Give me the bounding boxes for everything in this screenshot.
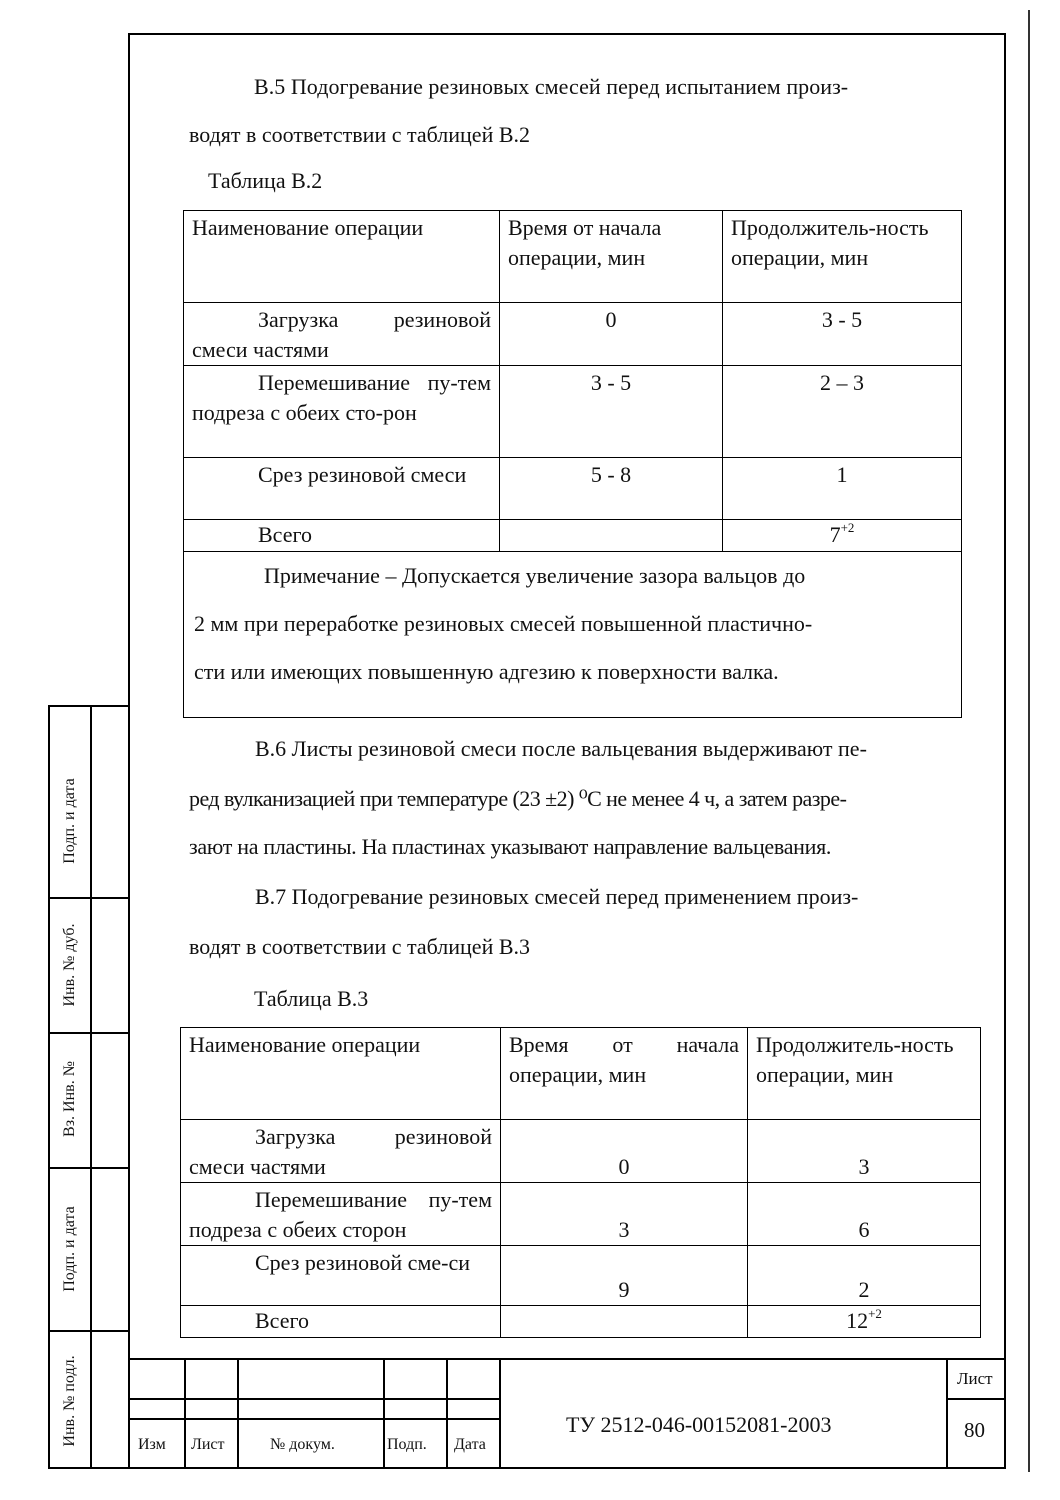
side-label-inv-dub: Инв. № дуб.: [61, 923, 78, 1007]
note-line3: сти или имеющих повышенную адгезию к поверхности валка.: [194, 659, 779, 684]
table-b2: [183, 210, 962, 718]
table-row: [181, 1120, 981, 1183]
table-b3-row3-name: Срез резиновой сме-си: [181, 1246, 501, 1306]
table-row: [184, 458, 962, 520]
stamp-col-podp: Подп.: [387, 1436, 427, 1453]
side-label-inv-podl: Инв. № подл.: [61, 1355, 78, 1447]
table-b3-total-cell: [748, 1306, 981, 1338]
table-b3-row1-start: 0: [501, 1120, 748, 1183]
section-b6-line1: В.6 Листы резиновой смеси после вальцевания выдерживают пе-: [255, 736, 867, 761]
table-b2-row2-name: Перемешивание пу-тем подреза с обеих сто-рон: [184, 366, 500, 458]
table-b2-row2-start: 3 - 5: [500, 366, 723, 458]
table-b2-total-empty: [500, 520, 723, 552]
table-b2-total-label: Всего: [184, 520, 500, 552]
table-b3-row2-duration: 6: [748, 1183, 981, 1246]
table-row: [184, 366, 962, 458]
side-label-sign-date-1: Подп. и дата: [61, 778, 78, 864]
sheet-number: 80: [964, 1418, 985, 1442]
table-b3-header-duration: Продолжитель-ность операции, мин: [748, 1028, 981, 1120]
table-b2-row1-start: 0: [500, 303, 723, 366]
table-b3-row1-name: Загрузка резиновой смеси частями: [181, 1120, 501, 1183]
table-b2-caption: Таблица В.2: [208, 168, 323, 193]
note-line2: 2 мм при переработке резиновых смесей повышенной пластично-: [194, 611, 813, 636]
section-b5-line1: В.5 Подогревание резиновых смесей перед испытанием произ-: [254, 74, 849, 99]
table-b2-row3-duration: 1: [723, 458, 962, 520]
table-b2-header-start: Время от начала операции, мин: [500, 211, 723, 303]
table-b3-total-sup: +2: [868, 1306, 882, 1321]
sheet-label: Лист: [957, 1369, 993, 1388]
table-b2-row3-start: 5 - 8: [500, 458, 723, 520]
side-label-vz-inv: Вз. Инв. №: [61, 1061, 78, 1137]
table-b3-row1-duration: 3: [748, 1120, 981, 1183]
doc-code: ТУ 2512-046-00152081-2003: [566, 1412, 832, 1437]
table-b3-header-name: Наименование операции: [181, 1028, 501, 1120]
table-b2-row1-duration: 3 - 5: [723, 303, 962, 366]
table-b3-total-value: 12: [846, 1308, 869, 1333]
table-row: [184, 520, 962, 552]
table-b3-caption: Таблица В.3: [254, 986, 369, 1011]
table-row: [181, 1183, 981, 1246]
table-b3-total-label: Всего: [181, 1306, 501, 1338]
table-b3-row3-duration: 2: [748, 1246, 981, 1306]
table-b2-row3-name: Срез резиновой смеси: [184, 458, 500, 520]
section-b5-line2: водят в соответствии с таблицей В.2: [189, 122, 531, 147]
table-b3-total-empty: [501, 1306, 748, 1338]
table-row: [184, 303, 962, 366]
table-b3-header-start: Время от начала операции, мин: [501, 1028, 748, 1120]
table-b3: [180, 1027, 981, 1338]
stamp-col-izm: Изм: [138, 1436, 166, 1453]
stamp-col-date: Дата: [454, 1436, 486, 1453]
table-b2-total-cell: [723, 520, 962, 552]
section-b6-line3: зают на пластины. На пластинах указывают направление вальцевания.: [189, 834, 832, 859]
table-row: [181, 1246, 981, 1306]
table-b2-total-sup: +2: [840, 520, 855, 535]
side-label-sign-date-2: Подп. и дата: [61, 1206, 78, 1292]
table-b3-row3-start: 9: [501, 1246, 748, 1306]
table-b2-note: [184, 552, 962, 718]
table-b2-row2-duration: 2 – 3: [723, 366, 962, 458]
table-row: [181, 1306, 981, 1338]
table-b2-row1-name: Загрузка резиновой смеси частями: [184, 303, 500, 366]
table-b2-total-value: 7: [829, 522, 841, 547]
table-b3-row2-name: Перемешивание пу-тем подреза с обеих сторон: [181, 1183, 501, 1246]
section-b6-line2: ред вулканизацией при температуре (23 ±2) ⁰С не менее 4 ч, а затем разре-: [189, 786, 847, 811]
stamp-col-list: Лист: [191, 1436, 225, 1453]
section-b7-line2: водят в соответствии с таблицей В.3: [189, 934, 531, 959]
table-b3-row2-start: 3: [501, 1183, 748, 1246]
table-b2-header-duration: Продолжитель-ность операции, мин: [723, 211, 962, 303]
stamp-col-doc: № докум.: [270, 1436, 335, 1453]
table-b2-header-name: Наименование операции: [184, 211, 500, 303]
section-b7-line1: В.7 Подогревание резиновых смесей перед применением произ-: [255, 884, 859, 909]
note-line1: Примечание – Допускается увеличение зазора вальцов до: [264, 563, 806, 588]
